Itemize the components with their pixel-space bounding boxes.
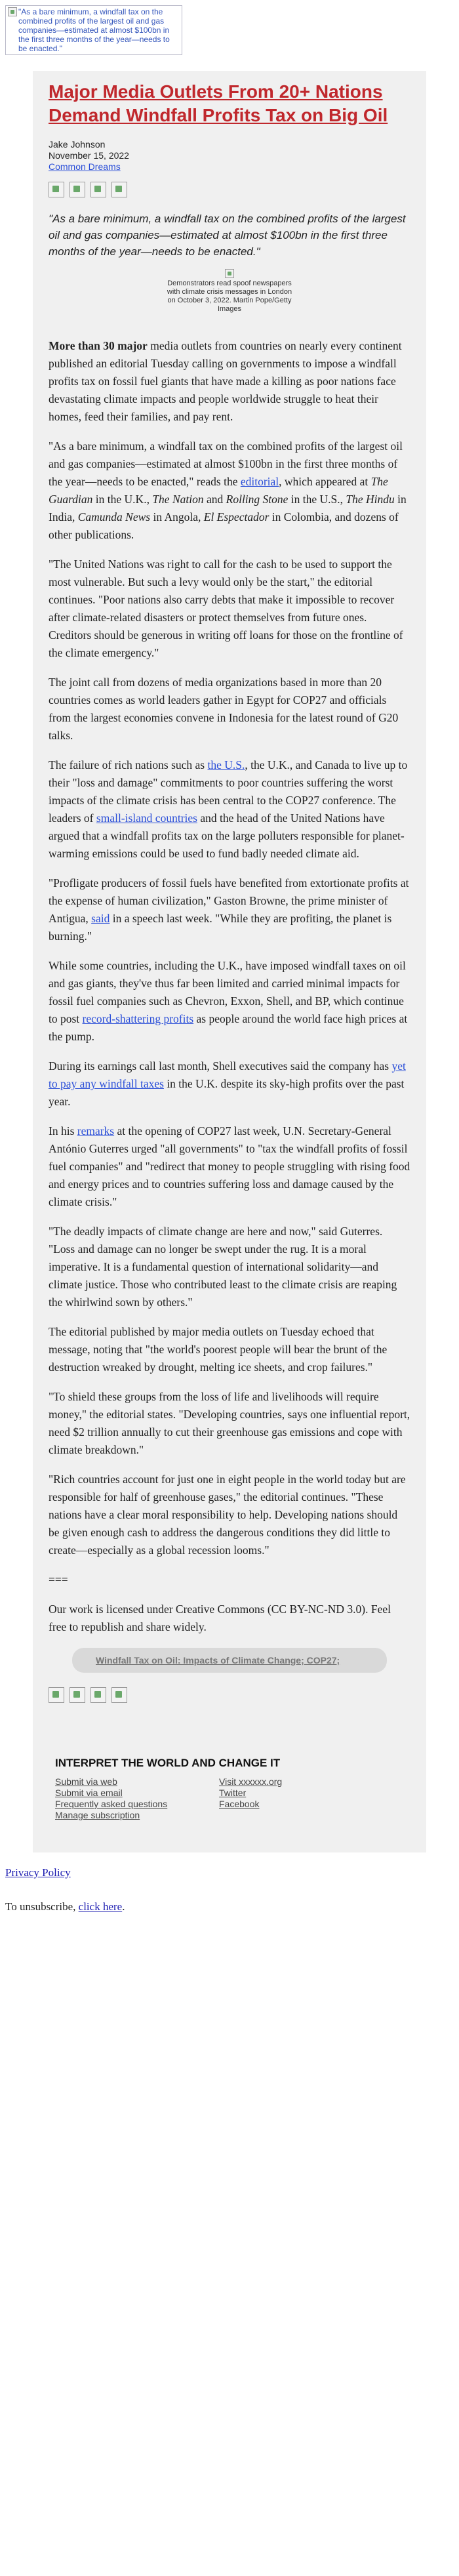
- record-profits-link[interactable]: record-shattering profits: [82, 1012, 194, 1025]
- footer-right-column: [219, 1776, 383, 1821]
- byline: [49, 139, 410, 173]
- date: November 15, 2022: [49, 150, 129, 161]
- said-link[interactable]: said: [91, 912, 110, 925]
- related-topics-link[interactable]: Windfall Tax on Oil: Impacts of Climate Change; COP27;: [96, 1655, 340, 1666]
- source-link[interactable]: Common Dreams: [49, 161, 121, 172]
- footer-links: [55, 1776, 404, 1821]
- link-share-icon[interactable]: [111, 1687, 127, 1703]
- article-title[interactable]: Major Media Outlets From 20+ Nations Demand Windfall Profits Tax on Big Oil: [49, 81, 388, 125]
- faq-link[interactable]: Frequently asked questions: [55, 1799, 168, 1809]
- footer-left-column: [55, 1776, 219, 1821]
- paragraph-9: In his remarks at the opening of COP27 last week, U.N. Secretary-General António Guterres urged "all governments" to "tax the windfall profits of fossil fuel companies" and "redirect that money to people struggling with rising food and energy prices and to countries suffering loss and damage caused by the climate crisis.": [49, 1124, 410, 1208]
- share-icons-top: [49, 182, 410, 197]
- footer: [33, 1733, 426, 1852]
- twitter-link[interactable]: Twitter: [219, 1788, 247, 1798]
- license-note: Our work is licensed under Creative Commons (CC BY-NC-ND 3.0). Feel free to republish and share widely.: [49, 1603, 391, 1633]
- article-photo: [49, 269, 410, 314]
- paragraph-2: "As a bare minimum, a windfall tax on the combined profits of the largest oil and gas companies—estimated at almost $100bn in the first three months of the year—needs to be enacted," reads the editorial, which appeared at The Guardian in the U.K., The Nation and Rolling Stone in the U.S., The Hindu in India, Camunda News in Angola, El Espectador in Colombia, and dozens of other publications.: [49, 440, 407, 541]
- manage-subscription-link[interactable]: Manage subscription: [55, 1810, 140, 1820]
- paragraph-3: "The United Nations was right to call for the cash to be used to support the most vulnerable. But such a levy would only be the start," the editorial continues. "Poor nations also carry debts that make it impossible to recover after climate-related disasters or protect themselves from future ones. Creditors should be generous in writing off loans for those on the frontline of the climate emergency.": [49, 558, 403, 659]
- us-link[interactable]: the U.S.: [207, 758, 245, 771]
- small-island-link[interactable]: small-island countries: [96, 811, 197, 825]
- windfall-taxes-link[interactable]: yet to pay any windfall taxes: [49, 1059, 406, 1090]
- unsubscribe-link[interactable]: click here: [78, 1900, 123, 1913]
- bottom-links: [0, 1852, 459, 1939]
- paragraph-8: During its earnings call last month, Shell executives said the company has yet to pay any windfall taxes in the U.K. despite its sky-high profits over the past year.: [49, 1059, 406, 1108]
- submit-email-link[interactable]: Submit via email: [55, 1788, 123, 1798]
- share-icons-bottom: [49, 1687, 410, 1703]
- related-topics: [72, 1648, 387, 1673]
- link-share-icon[interactable]: [111, 182, 127, 197]
- unsubscribe-row: To unsubscribe, click here.: [5, 1900, 125, 1913]
- paragraph-10: "The deadly impacts of climate change are here and now," said Guterres. "Loss and damage can no longer be swept under the rug. It is a moral imperative. It is a fundamental question of international solidarity—and climate justice. Those who contributed least to the climate crisis are reaping the whirlwind sown by others.": [49, 1225, 397, 1309]
- article-container: [33, 71, 426, 1733]
- paragraph-13: "Rich countries account for just one in eight people in the world today but are responsible for half of greenhouse gases," the editorial continues. "These nations have a clear moral responsibility to help. Developing nations should be given enough cash to address the dangerous conditions they did little to create—especially as a global recession looms.": [49, 1473, 406, 1557]
- email-share-icon[interactable]: [90, 182, 106, 197]
- broken-image-icon: [8, 7, 17, 16]
- twitter-share-icon[interactable]: [70, 182, 85, 197]
- separator: ===: [49, 1573, 68, 1586]
- author: Jake Johnson: [49, 139, 106, 150]
- paragraph-1: More than 30 major media outlets from countries on nearly every continent published an editorial Tuesday calling on governments to impose a windfall profits tax on fossil fuel giants that have made a killing as poor nations face devastating climate impacts and people worldwide struggle to heat their homes, feed their families, and pay rent.: [49, 339, 402, 423]
- paragraph-12: "To shield these groups from the loss of life and livelihoods will require money," the editorial states. "Developing countries, says one influential report, need $2 trillion annually to cut their greenhouse gas emissions and cope with climate breakdown.": [49, 1390, 410, 1456]
- article-body: [49, 337, 410, 1636]
- paragraph-6: "Profligate producers of fossil fuels have benefited from extortionate profits at the expense of human civilization," Gaston Browne, the prime minister of Antigua, said in a speech last week. "While they are profiting, the planet is burning.": [49, 876, 409, 943]
- paragraph-4: The joint call from dozens of media organizations based in more than 20 countries comes as world leaders gather in Egypt for COP27 and officials from the largest economies convene in Indonesia for the latest round of G20 talks.: [49, 676, 399, 742]
- twitter-share-icon[interactable]: [70, 1687, 85, 1703]
- footer-heading: INTERPRET THE WORLD AND CHANGE IT: [55, 1757, 281, 1769]
- facebook-link[interactable]: Facebook: [219, 1799, 260, 1809]
- email-share-icon[interactable]: [90, 1687, 106, 1703]
- editorial-link[interactable]: editorial: [240, 475, 279, 488]
- privacy-row: [5, 1866, 454, 1880]
- facebook-share-icon[interactable]: [49, 1687, 64, 1703]
- paragraph-7: While some countries, including the U.K., have imposed windfall taxes on oil and gas giants, they've thus far been limited and carried minimal impacts for fossil fuel companies such as Chevron, Exxon, Shell, and BP, which continue to post record-shattering profits as people around the world face high prices at the pump.: [49, 959, 408, 1043]
- paragraph-5: The failure of rich nations such as the U.S., the U.K., and Canada to live up to their "loss and damage" commitments to poor countries suffering the worst impacts of the climate crisis has been central to the COP27 conference. The leaders of small-island countries and the head of the United Nations have argued that a windfall profits tax on the large polluters responsible for planet-warming emissions could be used to fund badly needed climate aid.: [49, 758, 408, 860]
- facebook-share-icon[interactable]: [49, 182, 64, 197]
- paragraph-11: The editorial published by major media outlets on Tuesday echoed that message, noting that "the world's poorest people will bear the brunt of the destruction wreaked by drought, melting ice sheets, and crop failures.": [49, 1325, 388, 1374]
- submit-web-link[interactable]: Submit via web: [55, 1776, 117, 1787]
- remarks-link[interactable]: remarks: [77, 1124, 115, 1137]
- privacy-policy-link[interactable]: Privacy Policy: [5, 1866, 71, 1879]
- visit-site-link[interactable]: Visit xxxxxx.org: [219, 1776, 283, 1787]
- pull-quote: "As a bare minimum, a windfall tax on the combined profits of the largest oil and gas companies—estimated at almost $100bn in the first three months of the year—needs to be enacted.": [49, 213, 406, 258]
- photo-caption: Demonstrators read spoof newspapers with climate crisis messages in London on October 3, 2022. Martin Pope/Getty Images: [167, 279, 292, 313]
- preheader-alt-text: "As a bare minimum, a windfall tax on the combined profits of the largest oil and gas companies—estimated at almost $100bn in the first three months of the year—needs to be enacted.": [18, 7, 170, 53]
- photo-image-icon: [225, 269, 234, 278]
- preheader-image[interactable]: [5, 5, 182, 55]
